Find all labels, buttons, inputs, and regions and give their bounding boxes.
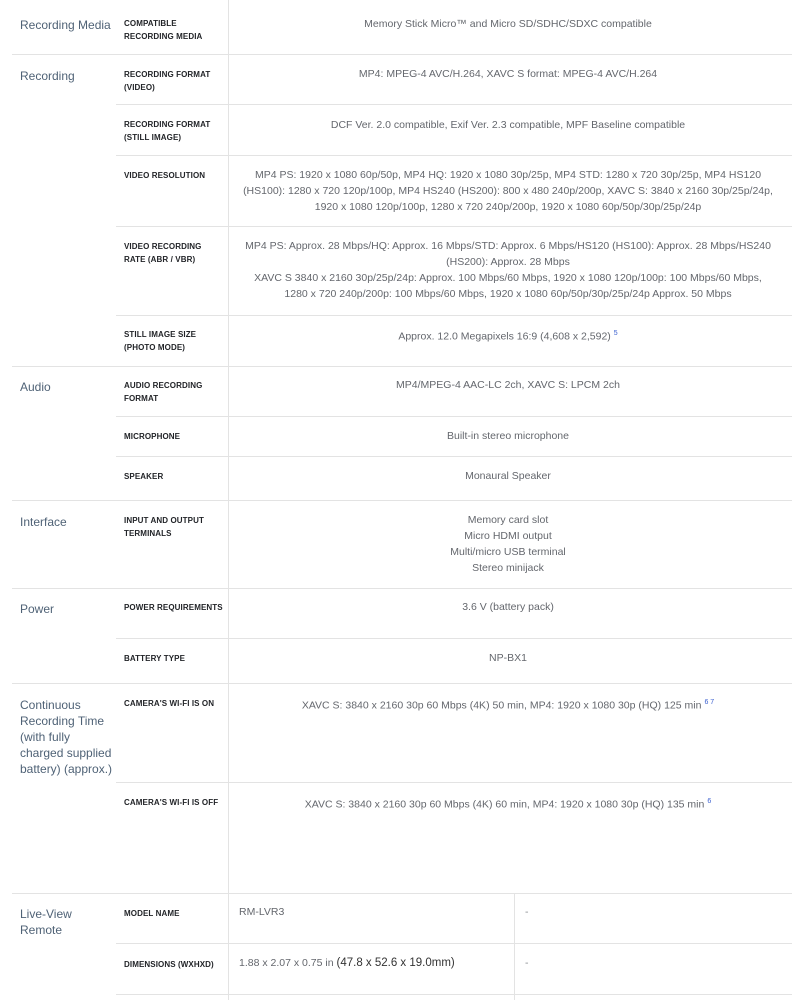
section-title-interface: Interface [20, 515, 67, 529]
footnote-link[interactable]: 5 [613, 330, 618, 337]
row-divider [116, 104, 792, 105]
spec-value-model-name-other: - [525, 906, 529, 918]
spec-value-dimensions: 1.88 x 2.07 x 0.75 in (47.8 x 52.6 x 19.0mm) [239, 957, 455, 969]
spec-label-wifi-on: CAMERA'S WI-FI IS ON [124, 699, 215, 708]
spec-value-wifi-on: XAVC S: 3840 x 2160 30p 60 Mbps (4K) 50 min, MP4: 1920 x 1080 30p (HQ) 125 min $^{6 7}$ [301, 699, 715, 712]
spec-label-video-resolution: VIDEO RESOLUTION [124, 171, 206, 180]
spec-value-terminals: Memory card slot Micro HDMI output Multi/micro USB terminal Stereo minijack [450, 514, 566, 574]
spec-value-audio-format: MP4/MPEG-4 AAC-LC 2ch, XAVC S: LPCM 2ch [396, 379, 620, 391]
section-title-live-view-remote: Live-View Remote [20, 907, 72, 937]
spec-label-still-image-size: STILL IMAGE SIZE (PHOTO MODE) [124, 330, 197, 352]
section-title-continuous-recording: Continuous Recording Time (with fully charged supplied battery) (approx.) [20, 698, 113, 776]
spec-value-still-image-size: Approx. 12.0 Megapixels 16:9 (4,608 x 2,592) $^5$ [398, 330, 618, 343]
spec-value-power-requirements: 3.6 V (battery pack) [462, 601, 554, 613]
spec-value-wifi-off: XAVC S: 3840 x 2160 30p 60 Mbps (4K) 60 min, MP4: 1920 x 1080 30p (HQ) 135 min $^6$ [304, 798, 712, 811]
section-title-audio: Audio [20, 380, 51, 394]
spec-value-recording-format-video: MP4: MPEG-4 AVC/H.264, XAVC S format: MPEG-4 AVC/H.264 [358, 68, 658, 80]
section-divider [12, 893, 792, 894]
spec-label-audio-format: AUDIO RECORDING FORMAT [124, 381, 203, 403]
spec-label-recording-format-video: RECORDING FORMAT (VIDEO) [124, 70, 211, 92]
spec-value-compatible-media: Memory Stick Micro™ and Micro SD/SDHC/SDXC compatible [364, 18, 652, 30]
row-divider [116, 226, 792, 227]
section-divider [12, 54, 792, 55]
spec-value-recording-format-still: DCF Ver. 2.0 compatible, Exif Ver. 2.3 compatible, MPF Baseline compatible [330, 119, 686, 131]
section-divider [12, 588, 792, 589]
spec-label-power-requirements: POWER REQUIREMENTS [124, 603, 223, 612]
footnote-link[interactable]: 6 [707, 798, 712, 805]
spec-label-wifi-off: CAMERA'S WI-FI IS OFF [124, 798, 219, 807]
section-divider [12, 500, 792, 501]
section-divider [12, 366, 792, 367]
spec-value-dimensions-other: - [525, 957, 529, 969]
spec-label-video-recording-rate: VIDEO RECORDING RATE (ABR / VBR) [124, 242, 202, 264]
spec-label-terminals: INPUT AND OUTPUT TERMINALS [124, 516, 204, 538]
row-divider [116, 416, 792, 417]
spec-value-microphone: Built-in stereo microphone [447, 430, 569, 442]
section-title-recording: Recording [20, 69, 75, 83]
row-divider [116, 943, 792, 944]
row-divider [116, 315, 792, 316]
section-title-recording-media: Recording Media [20, 18, 111, 32]
spec-label-microphone: MICROPHONE [124, 432, 181, 441]
row-divider [116, 456, 792, 457]
spec-label-battery-type: BATTERY TYPE [124, 654, 186, 663]
spec-label-speaker: SPEAKER [124, 472, 164, 481]
row-divider [116, 782, 792, 783]
section-divider [12, 683, 792, 684]
spec-label-recording-format-still: RECORDING FORMAT (STILL IMAGE) [124, 120, 211, 142]
spec-label-dimensions: DIMENSIONS (WXHXD) [124, 960, 214, 969]
row-divider [116, 638, 792, 639]
spec-value-battery-type: NP-BX1 [489, 652, 527, 664]
section-title-power: Power [20, 602, 55, 616]
spec-label-model-name: MODEL NAME [124, 909, 180, 918]
row-divider [116, 155, 792, 156]
footnote-link[interactable]: 6 7 [704, 699, 715, 706]
spec-value-model-name: RM-LVR3 [239, 906, 285, 918]
column-divider [514, 893, 515, 1000]
spec-label-compatible-media: COMPATIBLE RECORDING MEDIA [124, 19, 203, 41]
row-divider [116, 994, 792, 995]
spec-value-video-recording-rate: MP4 PS: Approx. 28 Mbps/HQ: Approx. 16 Mbps/STD: Approx. 6 Mbps/HS120 (HS100): Approx. 28 Mbps/HS240 (HS200): Approx. 28 Mbps XAVC S 3840 x 2160 30p/25p/24p: Approx. 100 Mbps/60 Mbps, 1920 x 1080 120p/100p: 100 Mbps/60 Mbps, 1280 x 720 240p/200p: 100 Mbps/60 Mbps, 1920 x 1080 60p/50p/30p/25p/24p Approx. 50 Mbps [245, 240, 771, 300]
spec-value-speaker: Monaural Speaker [465, 470, 551, 482]
spec-value-video-resolution: MP4 PS: 1920 x 1080 60p/50p, MP4 HQ: 1920 x 1080 30p/25p, MP4 STD: 1280 x 720 30p/25p, MP4 HS120 (HS100): 1280 x 720 120p/100p, MP4 HS240 (HS200): 800 x 480 240p/200p, XAVC S: 3840 x 2160 30p/25p/24p, 1920 x 1080 120p/100p, 1280 x 720 240p/200p, 1920 x 1080 60p/50p/30p/25p/24p [243, 169, 773, 213]
